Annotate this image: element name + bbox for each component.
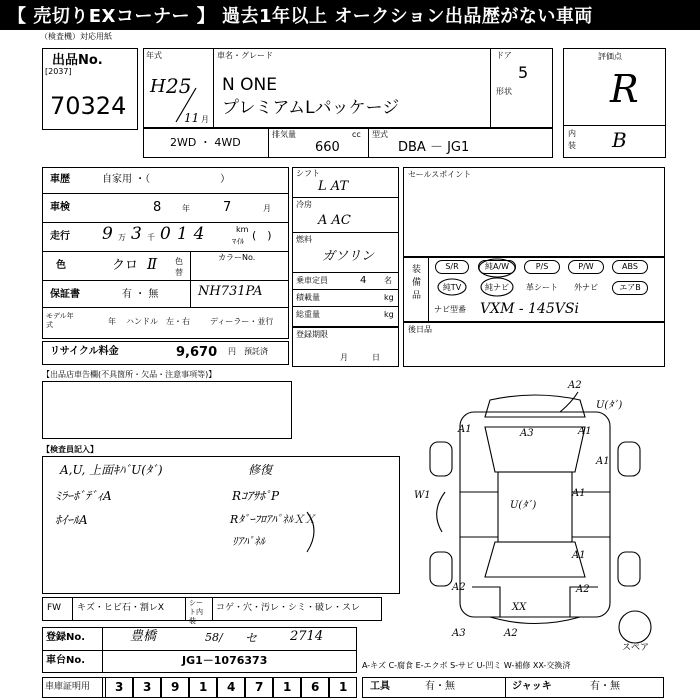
lot-label: 出品No. [52,53,103,68]
load-unit: kg [384,293,394,302]
ac-label: 冷房 [296,200,312,209]
certificate-digit: 1 [199,680,208,694]
certificate-digit: 3 [143,680,152,694]
certificate-digit: 1 [339,680,348,694]
jack-label: ジャッキ [512,681,552,692]
ac-value: A AC [318,213,351,228]
sheet-text: コゲ・穴・汚レ・シミ・破レ・スレ [216,603,361,613]
inspector-line-6: RﾀﾞｰﾌﾛｱﾊﾟﾈﾙＸＸ [230,513,316,526]
equip-tv: 純TV [442,283,462,292]
sales-point-box [403,167,665,257]
registration-due-day: 月 日 [340,353,380,362]
dealer-text: ディーラー・並行 [210,317,274,326]
fw-text: キズ・ヒビ石・割レX [77,603,164,613]
seller-notes-box [42,381,292,439]
inspector-line-3: ﾎｲｰﾙA [55,513,88,527]
equipment-label: 装備品 [412,265,422,301]
certificate-digit: 3 [115,680,124,694]
navi-label: ナビ型番 [434,305,466,314]
tools-value: 有・無 [425,681,455,692]
lot-small: [2037] [45,67,72,76]
mark-a1-r3: A1 [572,550,586,561]
chassis-value: JG1－1076373 [182,654,268,667]
mark-u-top: U(ﾀﾞ) [596,400,623,411]
drive-text: 2WD ・ 4WD [170,136,241,149]
mark-w1-left: W1 [414,490,431,501]
mileage-sen-unit: 千 [147,233,155,242]
mark-a2-top: A2 [568,380,582,391]
chassis-label: 車台No. [46,655,86,666]
equip-ext-navi: 外ナビ [574,283,598,292]
mark-a1-tl: A1 [458,424,472,435]
certificate-digit: 9 [171,680,180,694]
mark-a2-bottom: A2 [504,628,518,639]
car-diagram [400,372,670,662]
banner-title: 【 売切りEXコーナー 】 過去1年以上 オークション出品歴がない車両 [0,0,700,30]
fw-label: FW [47,603,62,613]
car-grade: プレミアムLパッケージ [222,98,400,118]
shaken-label: 車検 [50,202,70,213]
certificate-label: 車庫証明用 [45,682,91,692]
lot-number: 70324 [50,92,127,120]
mark-a2-rl: A2 [452,582,466,593]
load-label: 積載量 [296,293,320,302]
color-change: Ⅱ [147,255,158,273]
score-value: R [610,67,639,111]
year-month: 11 [184,111,200,125]
registration-class: 58/ [205,631,223,644]
handle-text: ハンドル 左・右 [126,317,190,326]
certificate-digit: 6 [311,680,320,694]
equip-airbag: エアB [612,281,648,295]
mark-u-roof: U(ﾀﾞ) [510,500,537,511]
later-items-label: 後日品 [408,325,432,334]
shaken-year: 8 [153,200,162,215]
history-value: 自家用 ・（ ） [102,174,231,185]
registration-area: 豊橋 [130,629,157,644]
weight-label: 総重量 [296,310,320,319]
equip-alloy: 純A/W [478,260,516,274]
mileage-label: 走行 [50,231,70,242]
certificate-digit: 4 [227,680,236,694]
year-value: 25 [166,74,192,98]
equip-navi: 純ナビ [485,283,509,292]
warranty-label: 保証書 [50,289,80,300]
mark-a3-front: A3 [520,428,534,439]
certificate-digit: 1 [283,680,292,694]
registration-kana: セ [245,631,258,645]
score-label: 評価点 [598,52,622,61]
mark-a3-bl: A3 [452,628,466,639]
recycle-value: 9,670 [176,345,218,360]
inspector-line-5: RｺｱｻﾎﾟP [232,489,280,503]
mark-a1-tr: A1 [578,426,592,437]
year-label: 年式 [146,51,162,60]
displacement-unit: cc [352,130,361,139]
model-year-unit: 年 [108,317,116,326]
inspector-label: 【検査員記入】 [42,445,98,454]
model-label: 型式 [372,130,388,139]
mark-a1-r: A1 [596,456,610,467]
recycle-unit: 円 [228,347,236,356]
mileage-man: 9 [102,224,113,244]
interior-value: B [612,128,627,152]
inspector-line-7: ﾘｱﾊﾟﾈﾙ [232,535,265,548]
shift-value: L AT [318,179,349,194]
jack-value: 有・無 [590,681,620,692]
legend: A-キズ C-腐食 E-エクボ S-サビ U-凹ミ W-補修 XX-交換済 [362,661,571,670]
registration-due-label: 登録期限 [296,330,328,339]
subheader: （検査機）対応用紙 [40,32,112,41]
registration-label: 登録No. [46,632,86,643]
later-items-box [403,322,665,367]
mileage-unit-mile: ﾏｲﾙ [232,237,244,246]
recycle-label: リサイクル料金 [50,346,119,357]
warranty-value: 有 ・ 無 [122,289,159,300]
color-change-label: 色替 [175,257,183,277]
model-year-label: モデル年式 [46,312,74,329]
interior-label: 内装 [568,129,576,150]
doors-value: 5 [518,63,529,82]
capacity-value: 4 [360,275,367,286]
mileage-paren: ( ) [252,229,272,242]
certificate-digit: 7 [255,680,264,694]
color-value: クロ [112,258,139,273]
equip-abs: ABS [612,260,648,274]
fuel-label: 燃料 [296,235,312,244]
spare-label: スペア [622,643,650,653]
capacity-unit: 名 [384,276,392,285]
history-label: 車歴 [50,174,70,185]
shaken-month-unit: 月 [263,204,271,213]
car-name: N ONE [222,75,277,95]
sales-point-label: セールスポイント [408,170,472,179]
inspector-line-1: A,U, 上面ｷﾊﾞU(ﾀﾞ) [60,463,163,477]
seller-notes-label: 【出品店車告欄(不具箇所・欠品・注意事項等)】 [42,370,217,379]
equip-ps: P/S [524,260,560,274]
inspector-bracket [305,510,325,554]
mileage-man-unit: 万 [118,233,126,242]
color-no-label: カラーNo. [218,253,256,262]
mileage-unit-km: km [236,225,249,234]
year-month-suffix: 月 [201,115,209,124]
equip-sr: S/R [435,260,469,274]
model-value: DBA － JG1 [398,140,470,155]
mileage-rest: 014 [160,224,211,244]
fuel-value: ガソリン [322,249,375,264]
equipment-circles [430,255,530,300]
shift-label: シフト [296,169,320,178]
year-era: H [150,76,166,97]
tools-label: 工具 [370,681,390,692]
registration-number: 2714 [290,629,324,644]
shape-label: 形状 [496,87,512,96]
recycle-note: 預託済 [244,347,268,356]
inspector-line-4: 修復 [248,463,273,477]
displacement-value: 660 [315,140,340,155]
color-label: 色 [56,260,66,271]
navi-value: VXM - 145VSi [480,301,579,317]
displacement-label: 排気量 [272,130,296,139]
car-label: 車名・グレード [217,51,273,60]
inspector-line-2: ﾐﾗｰﾎﾞﾃﾞｨA [55,489,112,503]
weight-unit: kg [384,310,394,319]
equip-pw: P/W [568,260,604,274]
sheet-label: シート内装 [189,599,203,625]
color-no: NH731PA [198,284,263,299]
equip-leather: 革シート [526,283,558,292]
mark-a1-r2: A1 [572,488,586,499]
capacity-label: 乗車定員 [296,276,328,285]
doors-label: ドア [496,51,512,60]
mileage-sen: 3 [131,224,142,244]
mark-xx-rear: XX [512,602,527,613]
mark-a2-rr: A2 [576,584,590,595]
shaken-month: 7 [223,200,232,215]
shaken-year-unit: 年 [182,204,190,213]
